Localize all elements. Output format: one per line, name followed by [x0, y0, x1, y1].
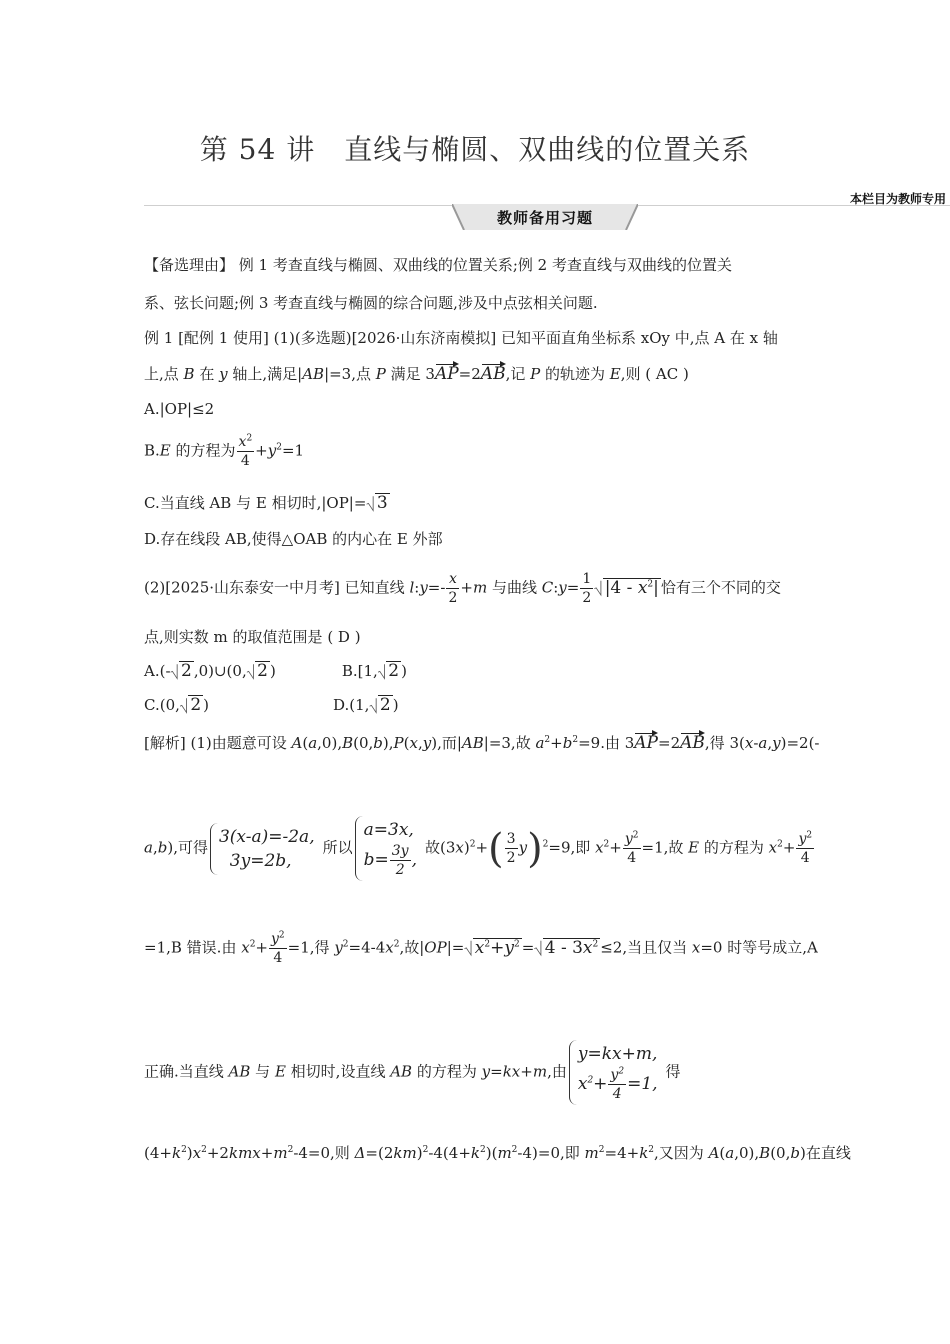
reason-line-1: 【备选理由】 例 1 考查直线与椭圆、双曲线的位置关系;例 2 考查直线与双曲线的位置关	[144, 256, 732, 274]
system-3: y=kx+m, $x^2+$ $\frac{y^2}{4}$ =1,	[569, 1040, 664, 1105]
example-1-line-1: 例 1 [配例 1 使用] (1)(多选题)[2026·山东济南模拟] 已知平面直角坐标系 xOy 中,点 A 在 x 轴	[144, 329, 778, 347]
option-a: A.|OP|≤2	[144, 400, 215, 418]
example-1-part-2-line-1: (2)[2025·山东泰安一中月考] 已知直线 l:y=- $\frac{x}{2}$ +m 与曲线 C:y= $\frac{1}{2}$ ⎷ $|4 - x^2|$ 恰有三个不同的交	[144, 571, 781, 606]
option-b: B.E 的方程为 $\frac{x^2}{4}$ $+y^2=1$	[144, 433, 305, 469]
banner-label: 教师备用习题	[496, 208, 593, 227]
page-title: 第 54 讲 直线与椭圆、双曲线的位置关系	[199, 133, 751, 166]
options-cd-row: C.(0,⎷ 2 ) D.(1,⎷ 2 )	[144, 695, 399, 715]
example-1-line-2: 上,点 B 在 y 轴上,满足|AB|=3,点 P 满足 3AP=2AB,记 P 的轨迹为 E,则 ( AC )	[144, 364, 689, 384]
solution-line-1: [解析] (1)由题意可设 A(a,0),B(0,b),P(x,y),而|AB|=3,故 $a^2+b^2=9$.由 3AP=2AB,得 3(x-a,y)=2(-	[144, 733, 820, 753]
reason-line-2: 系、弦长问题;例 3 考查直线与椭圆的综合问题,涉及中点弦相关问题.	[144, 294, 598, 312]
option-c-text: C.当直线 AB 与 E 相切时,|OP|=	[144, 494, 367, 512]
part-2-question: 点,则实数 m 的取值范围是	[144, 628, 323, 646]
example-1-part-2-line-2	[144, 626, 361, 648]
answer-1: ( AC )	[645, 365, 689, 383]
teacher-only-tag: 本栏目为教师专用	[849, 192, 946, 206]
system-1: 3(x-a)=-2a, 3y=2b,	[210, 823, 321, 875]
solution-line-5: $(4+k^2)x^2+2kmx+m^2-4=0$,则 $\Delta=(2km)^2-4(4+k^2)(m^2-4)=0$,即 $m^2=4+k^2$,又因为 A(a,0),B(0,b)在直线	[144, 1144, 851, 1162]
solution-line-4: 正确.当直线 AB 与 E 相切时,设直线 AB 的方程为 y=kx+m,由 y=kx+m, $x^2+$ $\frac{y^2}{4}$ =1, 得	[144, 1040, 681, 1105]
teacher-exercises-banner	[452, 204, 638, 230]
option-c: C.当直线 AB 与 E 相切时,|OP|=⎷ 3	[144, 493, 388, 513]
options-ab-row: A.(-⎷ 2 ,0)∪(0,⎷ 2 ) B.[1,⎷ 2 )	[144, 661, 407, 681]
solution-line-3: =1,B 错误.由 $x^2+$ $\frac{y^2}{4}$ =1,得 $y^2=4-4x^2$,故|OP|=⎷ $x^2+y^2$ =⎷ $4 - 3x^2 \le 2$,当且仅当 x=0 时等号成立,A	[144, 930, 818, 966]
system-2: a=3x, b= $\frac{3y}{2}$ ,	[355, 816, 423, 881]
option-d: D.存在线段 AB,使得△OAB 的内心在 E 外部	[144, 530, 443, 548]
solution-line-2: a,b),可得 3(x-a)=-2a, 3y=2b, 所以 a=3x, b= $\frac{3y}{2}$ , 故$(3x)^2+$( $\frac{3}{2}$ y)$^2$=9,即 $x^2+$ $\frac{y^2}{4}$ =1,故 E 的方程为 $x^2+$ $\frac{y^2}{4}$	[144, 816, 815, 881]
answer-2: ( D )	[327, 628, 361, 646]
